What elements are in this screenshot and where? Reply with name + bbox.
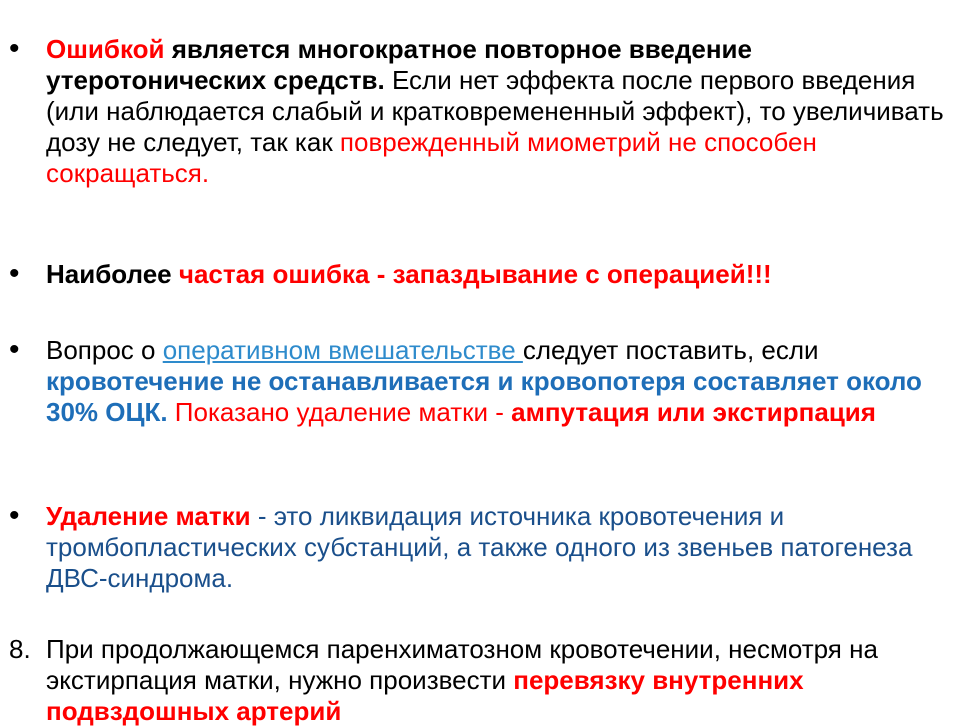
red-bold-text: ампутация или экстирпация bbox=[511, 397, 876, 427]
red-text: поврежденный миометрий не способен сокращаться. bbox=[46, 127, 817, 188]
red-bold-text: частая ошибка - запаздывание с операцией bbox=[178, 259, 746, 289]
exclamation-text: !!! bbox=[745, 259, 772, 289]
bullet-text bbox=[46, 335, 946, 428]
bold-text: Наиболее bbox=[46, 259, 179, 289]
plain-text: При продолжающемся паренхиматозном кровотечении, несмотря на экстирпация матки, нужно произвести bbox=[46, 634, 878, 695]
plain-text: Если нет эффекта после первого введения (или наблюдается слабый и кратковремененный эффект), то увеличивать дозу не следует, так как bbox=[46, 65, 944, 157]
red-bold-text: перевязку внутренних подвздошных артерий bbox=[46, 665, 804, 726]
bullet-marker: • bbox=[9, 333, 20, 366]
red-text: Показано удаление матки - bbox=[167, 397, 512, 427]
highlight-error: Ошибкой bbox=[46, 34, 165, 64]
plain-text: Вопрос о bbox=[46, 335, 163, 365]
item-number: 8. bbox=[9, 634, 31, 664]
bullet-marker: • bbox=[9, 499, 20, 532]
bullet-text bbox=[46, 501, 946, 594]
bullet-marker: • bbox=[9, 32, 20, 65]
blue-text: - это ликвидация источника кровотечения и тромбопластических субстанций, а также одного из звеньев патогенеза ДВС-синдрома. bbox=[46, 501, 913, 593]
bold-text: является многократное повторное введение утеротонических средств. bbox=[46, 34, 752, 95]
bullet-text bbox=[46, 34, 946, 189]
bullet-marker: • bbox=[9, 257, 20, 290]
plain-text: следует поставить, если bbox=[522, 335, 819, 365]
bullet-text bbox=[46, 259, 946, 290]
operative-intervention-link[interactable]: оперативном вмешательстве bbox=[162, 335, 523, 365]
red-bold-text: Удаление матки bbox=[46, 501, 251, 531]
bullet-text bbox=[46, 634, 946, 727]
blue-bold-text: кровотечение не останавливается и кровопотеря составляет около 30% ОЦК. bbox=[46, 366, 922, 427]
